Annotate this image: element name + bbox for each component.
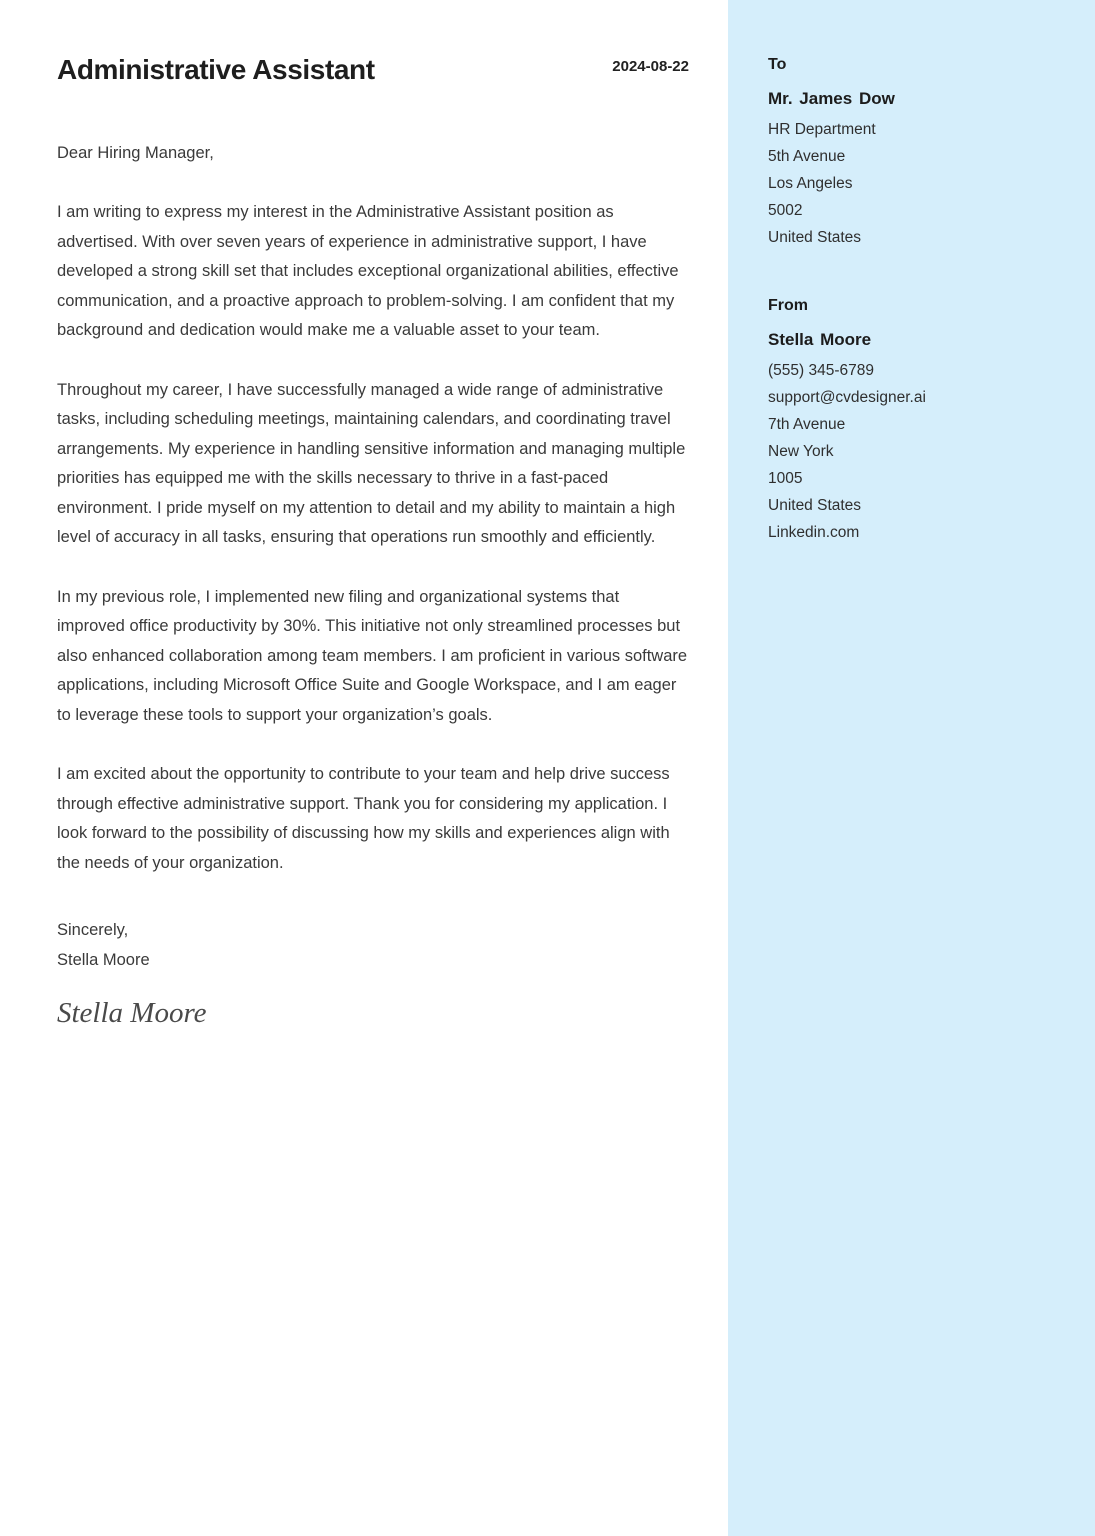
to-label: To [768, 56, 787, 73]
closing-block [57, 916, 689, 975]
recipient-country: United States [768, 229, 862, 246]
sender-name: Stella Moore [768, 330, 872, 349]
sender-phone: (555) 345-6789 [768, 362, 874, 379]
letter-date: 2024-08-22 [612, 58, 689, 75]
recipient-postcode: 5002 [768, 202, 803, 219]
closing-salutation: Sincerely, [57, 921, 129, 940]
page-title: Administrative Assistant [57, 54, 375, 85]
greeting: Dear Hiring Manager, [57, 143, 214, 162]
closing-name: Stella Moore [57, 950, 150, 969]
sender-city: New York [768, 443, 834, 460]
sender-country: United States [768, 497, 862, 514]
paragraph-experience: Throughout my career, I have successfully managed a wide range of administrative tasks, including scheduling meetings, maintaining calendars, and coordinating travel arrangements. My experience in handling sensitive information and managing multiple priorities has equipped me with the skills necessary to thrive in a fast-paced environment. I pride myself on my attention to detail and my ability to maintain a high level of accuracy in all tasks, ensuring that operations run smoothly and efficiently. [57, 380, 686, 547]
recipient-department: HR Department [768, 121, 876, 138]
signature: Stella Moore [57, 997, 207, 1030]
sender-postcode: 1005 [768, 470, 803, 487]
recipient-street: 5th Avenue [768, 148, 846, 165]
from-section [768, 297, 1055, 546]
letter-body [57, 55, 689, 1030]
sender-linkedin: Linkedin.com [768, 524, 860, 541]
recipient-name: Mr. James Dow [768, 89, 895, 108]
sender-email: support@cvdesigner.ai [768, 389, 926, 406]
sender-street: 7th Avenue [768, 416, 846, 433]
sidebar [728, 0, 1095, 1536]
to-section [768, 56, 1055, 251]
paragraph-closing: I am excited about the opportunity to contribute to your team and help drive success through effective administrative support. Thank you for considering my application. I look forward to the possibility of discussing how my skills and experiences align with the needs of your organization. [57, 765, 670, 872]
paragraph-achievements: In my previous role, I implemented new filing and organizational systems that improved office productivity by 30%. This initiative not only streamlined processes but also enhanced collaboration among team members. I am proficient in various software applications, including Microsoft Office Suite and Google Workspace, and I am eager to leverage these tools to support your organization’s goals. [57, 587, 688, 724]
from-label: From [768, 297, 808, 314]
paragraph-intro: I am writing to express my interest in the Administrative Assistant position as advertised. With over seven years of experience in administrative support, I have developed a strong skill set that includes exceptional organizational abilities, effective communication, and a proactive approach to problem-solving. I am confident that my background and dedication would make me a valuable asset to your team. [57, 203, 679, 340]
recipient-city: Los Angeles [768, 175, 853, 192]
letter-header [57, 55, 689, 86]
